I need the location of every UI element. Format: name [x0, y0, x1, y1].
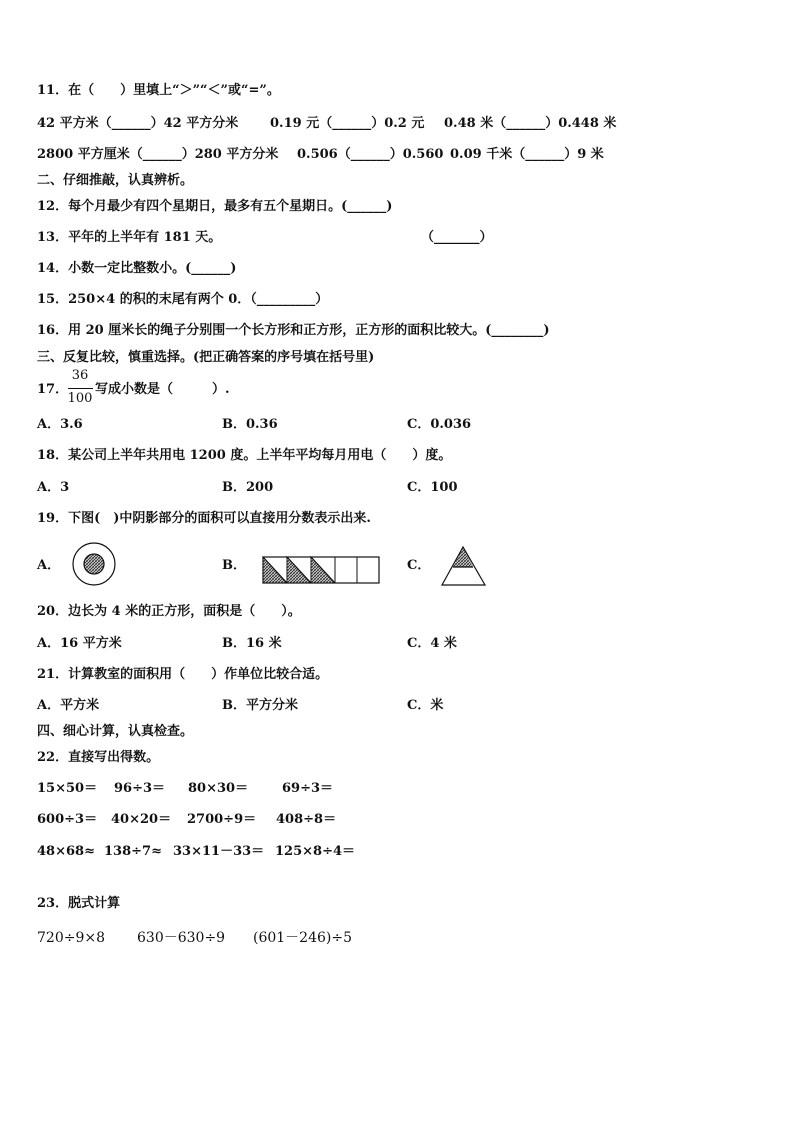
- question-13: 13．平年的上半年有 181 天。: [37, 230, 222, 245]
- expression: 630－630÷9: [137, 930, 226, 946]
- option-c: C．4 米: [407, 636, 457, 651]
- option-b-label: B．: [222, 558, 246, 573]
- option-c: C．100: [407, 480, 458, 495]
- calc-item: 96÷3＝: [114, 781, 166, 796]
- question-14: 14．小数一定比整数小。(______): [37, 261, 237, 276]
- option-b: B．16 米: [222, 636, 282, 651]
- q11-item: 0.48 米（______）0.448 米: [444, 116, 617, 131]
- option-b: B．平方分米: [222, 698, 298, 713]
- option-a: A．平方米: [37, 698, 100, 713]
- question-17-text: 写成小数是（ ）.: [95, 382, 230, 397]
- option-c: C．米: [407, 698, 444, 713]
- question-19: 19．下图( )中阴影部分的面积可以直接用分数表示出来.: [37, 511, 371, 526]
- question-12: 12．每个月最少有四个星期日，最多有五个星期日。(______): [37, 199, 393, 214]
- question-17-number: 17．: [37, 382, 69, 397]
- option-a: A．16 平方米: [37, 636, 122, 651]
- q11-item: 0.19 元（______）0.2 元: [270, 116, 425, 131]
- option-c: C．0.036: [407, 417, 472, 432]
- question-23: 23．脱式计算: [37, 896, 121, 911]
- question-15: 15．250×4 的积的末尾有两个 0．（_________）: [37, 292, 329, 307]
- section-heading: 三、反复比较，慎重选择。(把正确答案的序号填在括号里): [37, 350, 375, 365]
- calc-item: 15×50＝: [37, 781, 98, 796]
- q11-item: 2800 平方厘米（______）280 平方分米: [37, 147, 279, 162]
- figure-b-squares: [263, 557, 379, 583]
- calc-item: 408÷8＝: [276, 812, 337, 827]
- option-a-label: A．: [37, 558, 61, 573]
- figure-a-circles: [73, 543, 115, 585]
- figure-c-triangle: [442, 547, 485, 585]
- option-b: B．200: [222, 480, 274, 495]
- calc-item: 125×8÷4＝: [275, 844, 356, 859]
- question-20: 20．边长为 4 米的正方形，面积是（ ）。: [37, 604, 301, 619]
- option-a: A．3.6: [37, 417, 83, 432]
- fraction-denominator: 100: [67, 391, 93, 406]
- calc-item: 600÷3＝: [37, 812, 98, 827]
- option-b: B．0.36: [222, 417, 278, 432]
- calc-item: 40×20＝: [111, 812, 172, 827]
- question-22: 22．直接写出得数。: [37, 750, 160, 765]
- fraction-numerator: 36: [71, 368, 89, 383]
- section-heading: 二、仔细推敲，认真辨析。: [37, 173, 194, 188]
- calc-item: 69÷3＝: [282, 781, 334, 796]
- question-18: 18．某公司上半年共用电 1200 度。上半年平均每月用电（ ）度。: [37, 448, 452, 463]
- q11-item: 42 平方米（______）42 平方分米: [37, 116, 239, 131]
- option-a: A．3: [37, 480, 70, 495]
- calc-item: 48×68≈: [37, 844, 95, 859]
- calc-item: 138÷7≈: [104, 844, 162, 859]
- q11-item: 0.506（______）0.560: [297, 147, 444, 162]
- q11-item: 0.09 千米（______）9 米: [450, 147, 604, 162]
- expression: (601－246)÷5: [253, 930, 353, 946]
- calc-item: 2700÷9＝: [187, 812, 257, 827]
- expression: 720÷9×8: [37, 930, 105, 946]
- q11-title: 11．在（ ）里填上“＞”“＜”或“=”。: [37, 83, 280, 98]
- calc-item: 80×30＝: [188, 781, 249, 796]
- section-heading: 四、细心计算，认真检查。: [37, 724, 194, 739]
- calc-item: 33×11－33＝: [173, 844, 265, 859]
- option-c-label: C．: [407, 558, 431, 573]
- answer-blank: （_______）: [421, 230, 493, 245]
- question-21: 21．计算教室的面积用（ ）作单位比较合适。: [37, 667, 329, 682]
- question-16: 16．用 20 厘米长的绳子分别围一个长方形和正方形，正方形的面积比较大。(________): [37, 323, 550, 338]
